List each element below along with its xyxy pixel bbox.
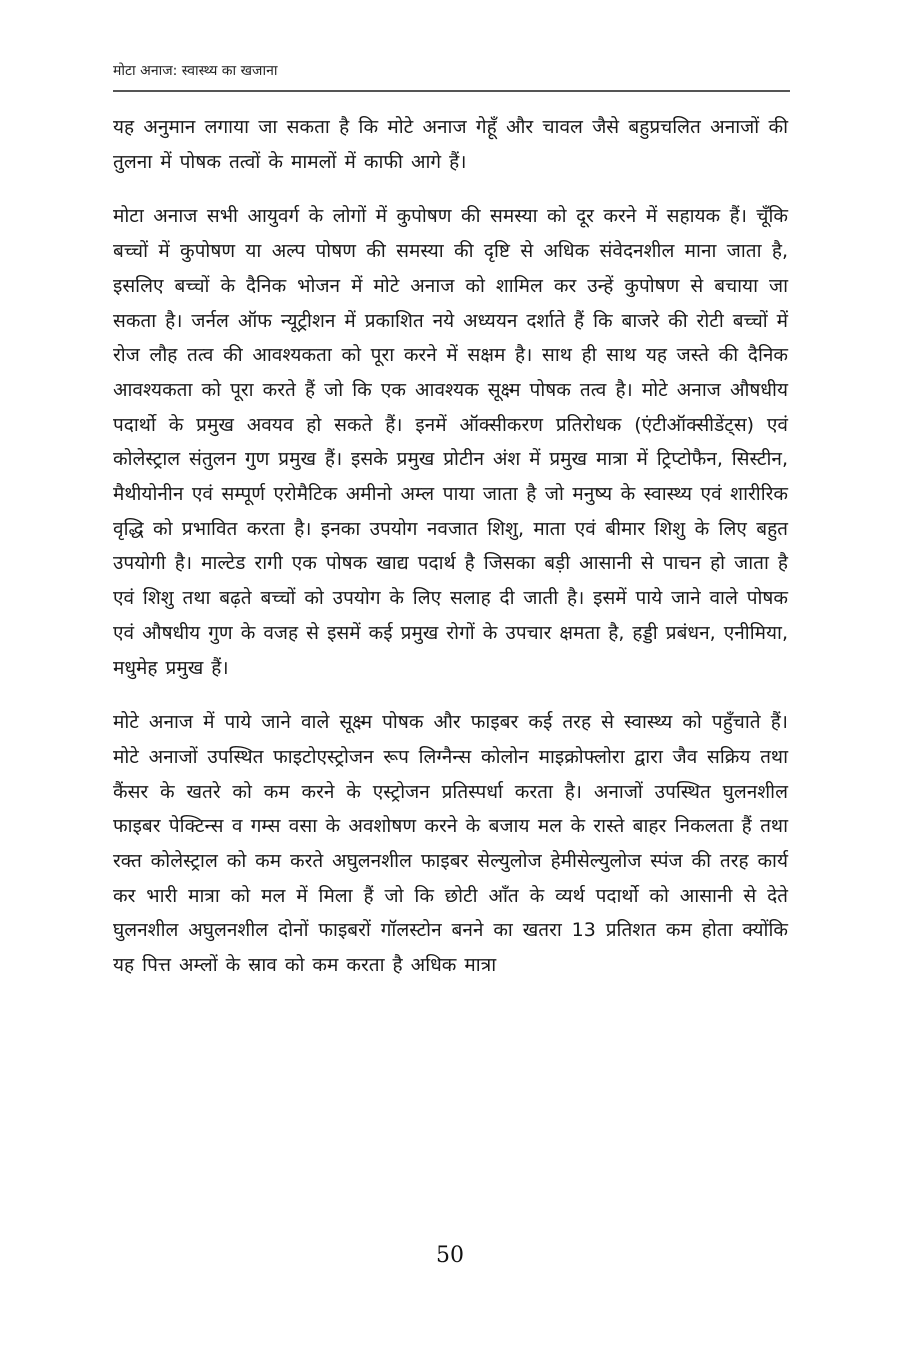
paragraph-2: मोटा अनाज सभी आयुवर्ग के लोगों में कुपोषण की समस्या को दूर करने में सहायक हैं। चूँकि बच्चों में कुपोषण या अल्प पोषण की समस्या की दृष्टि से अधिक संवेदनशील माना जाता है, इसलिए बच्चों के दैनिक भोजन में मोटे अनाज को शामिल कर उन्हें कुपोषण से बचाया जा सकता है। जर्नल ऑफ न्यूट्रीशन में प्रकाशित नये अध्ययन दर्शाते हैं कि बाजरे की रोटी बच्चों में रोज लौह तत्व की आवश्यकता को पूरा करने में सक्षम है। साथ ही साथ यह जस्ते की दैनिक आवश्यकता को पूरा करते हैं जो कि एक आवश्यक सूक्ष्म पोषक तत्व है। मोटे अनाज औषधीय पदार्थो के प्रमुख अवयव हो सकते हैं। इनमें ऑक्सीकरण प्रतिरोधक (एंटीऑक्सीडेंट्स) एवं कोलेस्ट्राल संतुलन गुण प्रमुख हैं। इसके प्रमुख प्रोटीन अंश में प्रमुख मात्रा में ट्रिप्टोफैन, सिस्टीन, मैथीयोनीन एवं सम्पूर्ण एरोमैटिक अमीनो अम्ल पाया जाता है जो मनुष्य के स्वास्थ्य एवं शारीरिक वृद्धि को प्रभावित करता है। इनका उपयोग नवजात शिशु, माता एवं बीमार शिशु के लिए बहुत उपयोगी है। माल्टेड रागी एक पोषक खाद्य पदार्थ है जिसका बड़ी आसानी से पाचन हो जाता है एवं शिशु तथा बढ़ते बच्चों को उपयोग के लिए सलाह दी जाती है। इसमें पाये जाने वाले पोषक एवं औषधीय गुण के वजह से इसमें कई प्रमुख रोगों के उपचार क्षमता है, हड्डी प्रबंधन, एनीमिया, मधुमेह प्रमुख हैं।	[113, 205, 788, 679]
page-body	[113, 110, 788, 1003]
page-number: 50	[436, 1243, 464, 1268]
paragraph-3: मोटे अनाज में पाये जाने वाले सूक्ष्म पोषक और फाइबर कई तरह से स्वास्थ्य को पहुँचाते हैं। मोटे अनाजों उपस्थित फाइटोएस्ट्रोजन रूप लिग्नैन्स कोलोन माइक्रोफ्लोरा द्वारा जैव सक्रिय तथा कैंसर के खतरे को कम करने के एस्ट्रोजन प्रतिस्पर्धा करता है। अनाजों उपस्थित घुलनशील फाइबर पेक्टिन्स व गम्स वसा के अवशोषण करने के बजाय मल के रास्ते बाहर निकलता हैं तथा रक्त कोलेस्ट्राल को कम करते अघुलनशील फाइबर सेल्युलोज हेमीसेल्युलोज स्पंज की तरह कार्य कर भारी मात्रा को मल में मिला हैं जो कि छोटी आँत के व्यर्थ पदार्थो को आसानी से देते घुलनशील अघुलनशील दोनों फाइबरों गॉलस्टोन बनने का खतरा 13 प्रतिशत कम होता क्योंकि यह पित्त अम्लों के स्राव को कम करता है अधिक मात्रा	[113, 711, 788, 977]
running-header-title: मोटा अनाज: स्वास्थ्य का खजाना	[113, 63, 278, 79]
header-divider	[113, 90, 790, 92]
paragraph-1: यह अनुमान लगाया जा सकता है कि मोटे अनाज गेहूँ और चावल जैसे बहुप्रचलित अनाजों की तुलना में पोषक तत्वों के मामलों में काफी आगे हैं।	[113, 116, 788, 173]
